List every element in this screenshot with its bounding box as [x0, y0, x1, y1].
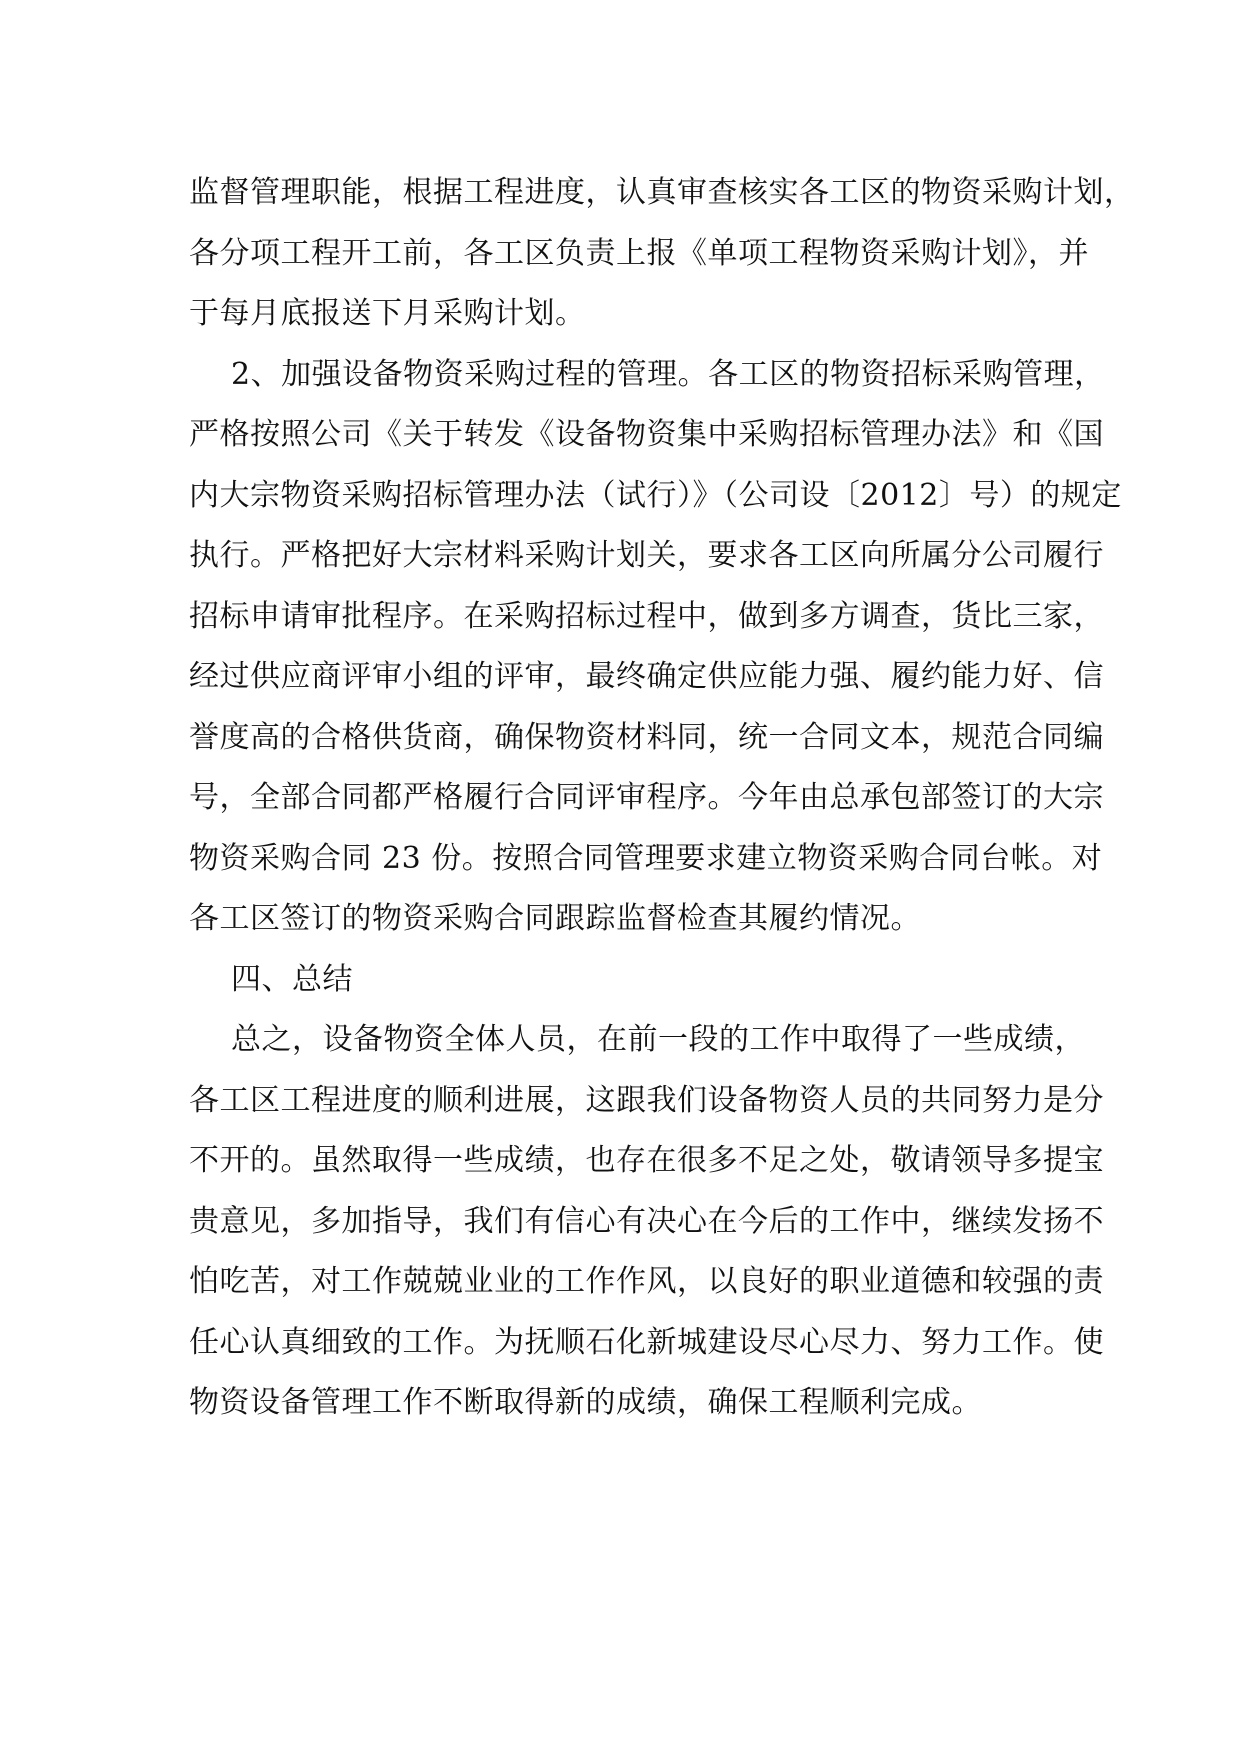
text-line: 不开的。虽然取得一些成绩，也存在很多不足之处，敬请领导多提宝: [189, 1143, 1104, 1178]
text-line: 各分项工程开工前，各工区负责上报《单项工程物资采购计划》，并: [189, 235, 1089, 271]
text-line: 号，全部合同都严格履行合同评审程序。今年由总承包部签订的大宗: [189, 780, 1104, 815]
paragraph: [189, 1010, 1104, 1434]
text-line: 招标申请审批程序。在采购招标过程中，做到多方调查，货比三家，: [189, 598, 1104, 634]
text-line: 物资采购合同 23 份。按照合同管理要求建立物资采购合同台帐。对: [189, 840, 1103, 876]
text-line: 各工区签订的物资采购合同跟踪监督检查其履约情况。: [189, 901, 921, 936]
text-line: 誉度高的合格供货商，确保物资材料同，统一合同文本，规范合同编: [189, 719, 1104, 755]
body-text: [189, 163, 1135, 1434]
text-line: 物资设备管理工作不断取得新的成绩，确保工程顺利完成。: [189, 1385, 982, 1420]
text-line: 于每月底报送下月采购计划。: [189, 296, 586, 331]
text-line: 2、加强设备物资采购过程的管理。各工区的物资招标采购管理，: [231, 356, 1105, 392]
text-line: 内大宗物资采购招标管理办法（试行）》（公司设〔2012〕号）的规定: [189, 477, 1122, 513]
paragraph: [189, 950, 1053, 1011]
text-line: 严格按照公司《关于转发《设备物资集中采购招标管理办法》和《国: [189, 417, 1104, 452]
paragraph: [189, 345, 1122, 950]
text-line: 经过供应商评审小组的评审，最终确定供应能力强、履约能力好、信: [189, 659, 1104, 694]
text-line: 四、总结: [231, 961, 353, 997]
paragraph: [189, 163, 1135, 345]
text-line: 执行。严格把好大宗材料采购计划关，要求各工区向所属分公司履行: [189, 538, 1104, 573]
text-line: 各工区工程进度的顺利进展，这跟我们设备物资人员的共同努力是分: [189, 1082, 1104, 1118]
text-line: 怕吃苦，对工作兢兢业业的工作作风，以良好的职业道德和较强的责: [189, 1264, 1104, 1299]
text-line: 监督管理职能，根据工程进度，认真审查核实各工区的物资采购计划，: [189, 175, 1135, 210]
text-line: 贵意见，多加指导，我们有信心有决心在今后的工作中，继续发扬不: [189, 1203, 1104, 1239]
text-line: 任心认真细致的工作。为抚顺石化新城建设尽心尽力、努力工作。使: [189, 1324, 1104, 1360]
text-line: 总之，设备物资全体人员，在前一段的工作中取得了一些成绩，: [231, 1022, 1085, 1057]
